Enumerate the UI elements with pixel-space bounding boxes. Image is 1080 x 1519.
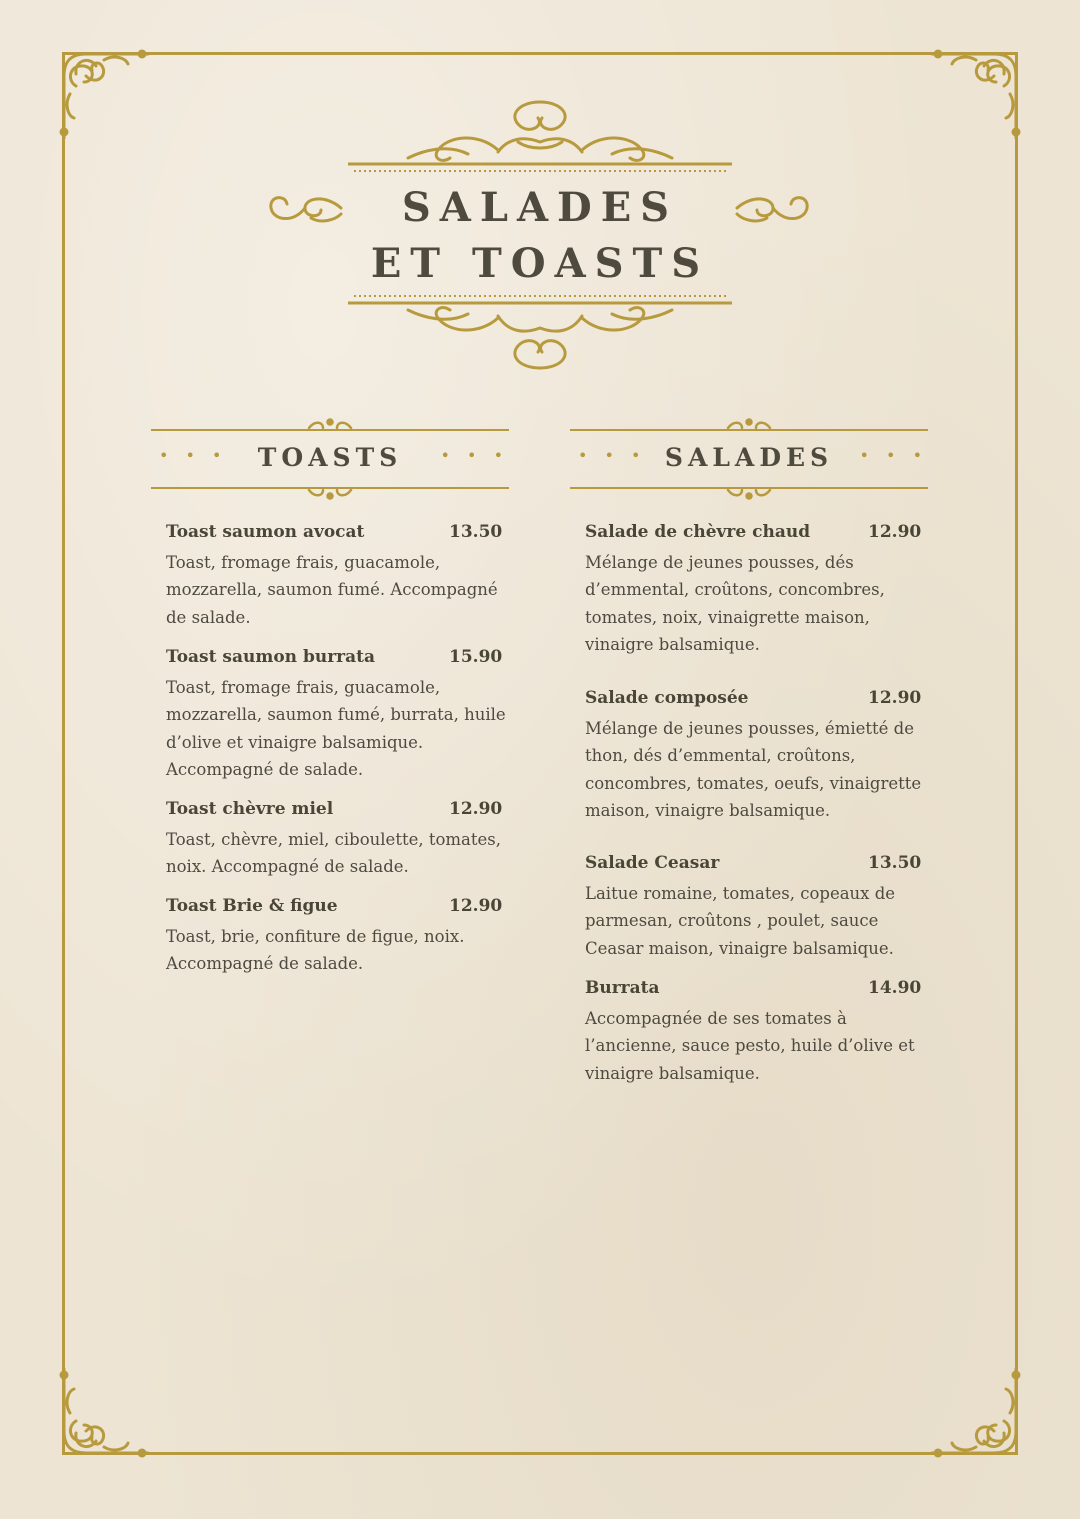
menu-item-price: 14.90 (868, 978, 922, 998)
section-header-salades (570, 416, 928, 502)
menu-item-price: 13.50 (449, 522, 503, 542)
menu-item (166, 522, 511, 631)
menu-item (585, 853, 930, 962)
menu-item (585, 522, 930, 658)
menu-item-name: Toast saumon burrata (166, 647, 375, 667)
menu-item-price: 12.90 (868, 688, 922, 708)
corner-flourish-top-right (924, 46, 1024, 146)
section-title-salades: SALADES (664, 443, 834, 472)
decorative-dots-right: • • • (440, 446, 509, 465)
menu-item-price: 12.90 (868, 522, 922, 542)
menu-item-price: 12.90 (449, 896, 503, 916)
menu-item-price: 13.50 (868, 853, 922, 873)
decorative-dots-right: • • • (859, 446, 928, 465)
menu-item (166, 647, 511, 783)
page-title-line-1: SALADES (401, 184, 679, 231)
menu-item-price: 15.90 (449, 647, 503, 667)
title-bottom-ornament (348, 292, 732, 378)
menu-item-price: 12.90 (449, 799, 503, 819)
corner-flourish-top-left (56, 46, 156, 146)
menu-item-name: Salade de chèvre chaud (585, 522, 811, 542)
section-title-toasts: TOASTS (257, 443, 403, 472)
menu-item-description: Toast, brie, confiture de figue, noix. Accompagné de salade. (166, 927, 465, 974)
menu-item-name: Toast Brie & figue (166, 896, 338, 916)
menu-item-description: Toast, fromage frais, guacamole, mozzarella, saumon fumé. Accompagné de salade. (166, 553, 498, 627)
menu-item-description: Accompagnée de ses tomates à l’ancienne, sauce pesto, huile d’olive et vinaigre balsamique. (585, 1009, 915, 1083)
menu-item-name: Salade composée (585, 688, 749, 708)
section-header-toasts (151, 416, 509, 502)
menu-item-name: Salade Ceasar (585, 853, 720, 873)
menu-item (166, 896, 511, 978)
menu-item-description: Toast, fromage frais, guacamole, mozzarella, saumon fumé, burrata, huile d’olive et vinaigre balsamique. Accompagné de salade. (166, 678, 506, 779)
decorative-dots-left: • • • (578, 446, 647, 465)
corner-flourish-bottom-left (56, 1361, 156, 1461)
menu-item-name: Burrata (585, 978, 660, 998)
menu-item-description: Laitue romaine, tomates, copeaux de parmesan, croûtons , poulet, sauce Ceasar maison, vinaigre balsamique. (585, 884, 896, 958)
menu-item-name: Toast saumon avocat (166, 522, 365, 542)
menu-item (585, 688, 930, 824)
corner-flourish-bottom-right (924, 1361, 1024, 1461)
menu-item-description: Toast, chèvre, miel, ciboulette, tomates, noix. Accompagné de salade. (166, 830, 501, 877)
menu-item-description: Mélange de jeunes pousses, émietté de thon, dés d’emmental, croûtons, concombres, tomates, oeufs, vinaigrette maison, vinaigre balsamique. (585, 719, 922, 820)
title-top-ornament (348, 92, 732, 176)
page-title-line-2: ET TOASTS (370, 240, 710, 287)
menu-item-name: Toast chèvre miel (166, 799, 334, 819)
menu-item-description: Mélange de jeunes pousses, dés d’emmental, croûtons, concombres, tomates, noix, vinaigrette maison, vinaigre balsamique. (585, 553, 885, 654)
menu-item (585, 978, 930, 1087)
menu-item (166, 799, 511, 881)
decorative-dots-left: • • • (159, 446, 228, 465)
